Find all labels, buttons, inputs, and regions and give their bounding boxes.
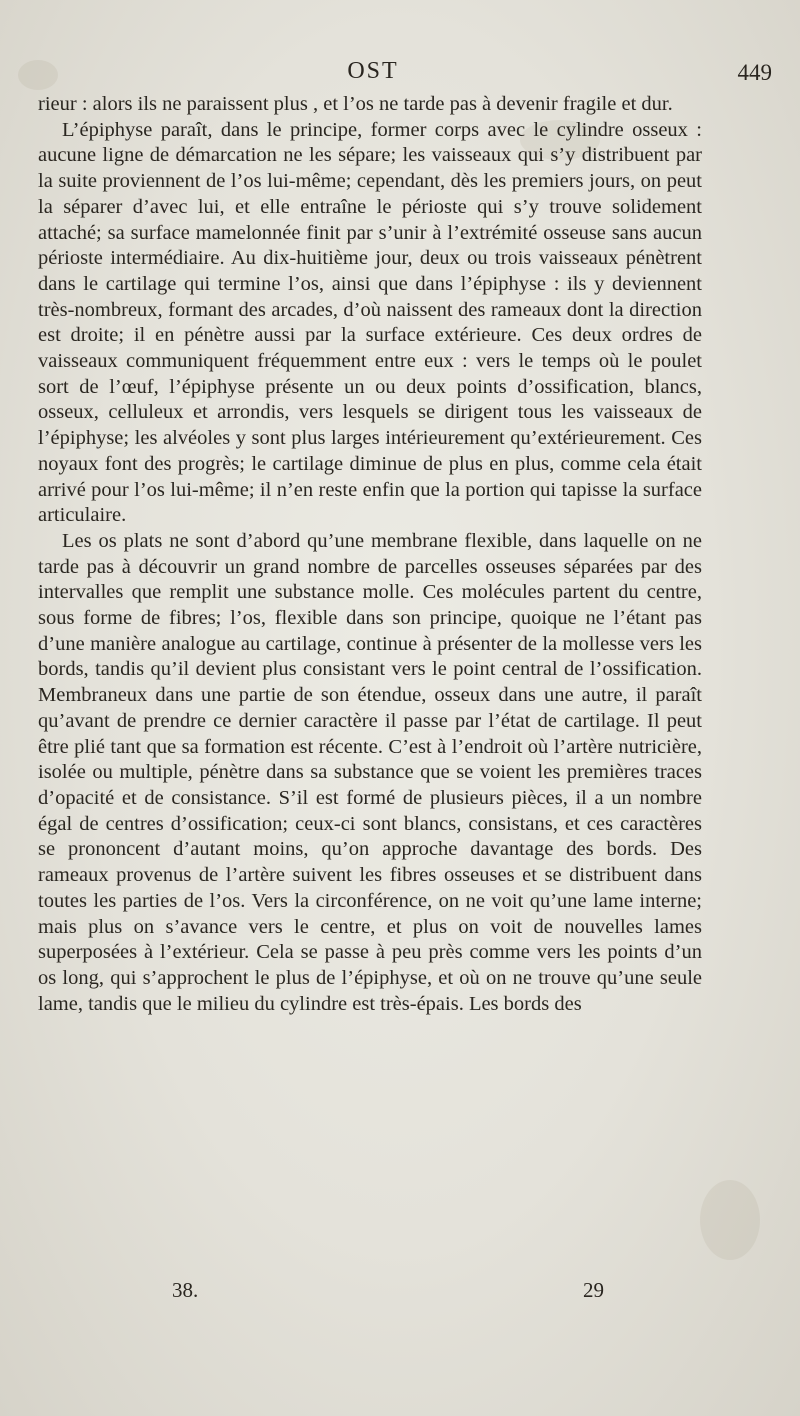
- paper-stain: [700, 1180, 760, 1260]
- signature-mark: 38.: [172, 1278, 199, 1302]
- paragraph-epiphyse: L’épiphyse paraît, dans le principe, former corps avec le cylindre osseux : aucune ligne de démarcation ne les sépare; les vaisseaux qui s’y distribuent par la suite proviennent de l’os lui-même; cependant, dès les premiers jours, on peut la séparer d’avec lui, et elle entraîne le périoste qui s’y trouve solidement attaché; sa surface mamelonnée finit par s’unir à l’extrémité osseuse sans aucun périoste intermédiaire. Au dix-huitième jour, deux ou trois vaisseaux pénètrent dans le cartilage qui termine l’os, ainsi que dans l’épiphyse : ils y deviennent très-nombreux, formant des arcades, d’où naissent des rameaux dont la direction est droite; il en pénètre aussi par la surface extérieure. Ces deux ordres de vaisseaux communiquent fréquemment entre eux : vers le temps où le poulet sort de l’œuf, l’épiphyse présente un ou deux points d’ossification, blancs, osseux, celluleux et arrondis, vers lesquels se dirigent tous les vaisseaux de l’épiphyse; les alvéoles y sont plus larges intérieurement qu’extérieurement. Ces noyaux font des progrès; le cartilage diminue de plus en plus, comme cela était arrivé pour l’os lui-même; il n’en reste enfin que la portion qui tapisse la surface articulaire.: [38, 118, 702, 527]
- paragraph-os-plats: Les os plats ne sont d’abord qu’une membrane flexible, dans laquelle on ne tarde pas à découvrir un grand nombre de parcelles osseuses séparées par des intervalles que remplit une substance molle. Ces molécules partent du centre, sous forme de fibres; l’os, flexible dans son principe, quoique ne l’étant pas d’une manière analogue au cartilage, continue à présenter de la mollesse vers les bords, tandis qu’il devient plus consistant vers le point central de l’ossification. Membraneux dans une partie de son étendue, osseux dans une autre, il paraît qu’avant de prendre ce dernier caractère il passe par l’état de cartilage. Il peut être plié tant que sa formation est récente. C’est à l’endroit où l’artère nutricière, isolée ou multiple, pénètre dans sa substance que se voient les premières traces d’opacité et de consistance. S’il est formé de plusieurs pièces, il a un nombre égal de centres d’ossification; ceux-ci sont blancs, consistans, et ces caractères se prononcent d’autant moins, qu’on approche davantage des bords. Des rameaux provenus de l’artère suivent les fibres osseuses et se distribuent dans toutes les parties de l’os. Vers la circonférence, on ne voit qu’une lame interne; mais plus on s’avance vers le centre, et plus on voit de nouvelles lames superposées à l’extérieur. Cela se passe à peu près comme vers les points d’un os long, qui s’approchent le plus de l’épiphyse, et où on ne trouve qu’une seule lame, tandis que le milieu du cylindre est très-épais. Les bords des: [38, 529, 702, 1015]
- body-text: [38, 92, 702, 1017]
- paragraph-continuation: rieur : alors ils ne paraissent plus , et l’os ne tarde pas à devenir fragile et dur.: [38, 93, 673, 115]
- page-number: 449: [737, 60, 772, 85]
- running-head: OST: [347, 58, 399, 84]
- page-footer: [0, 1278, 800, 1312]
- gathering-number: 29: [583, 1278, 604, 1302]
